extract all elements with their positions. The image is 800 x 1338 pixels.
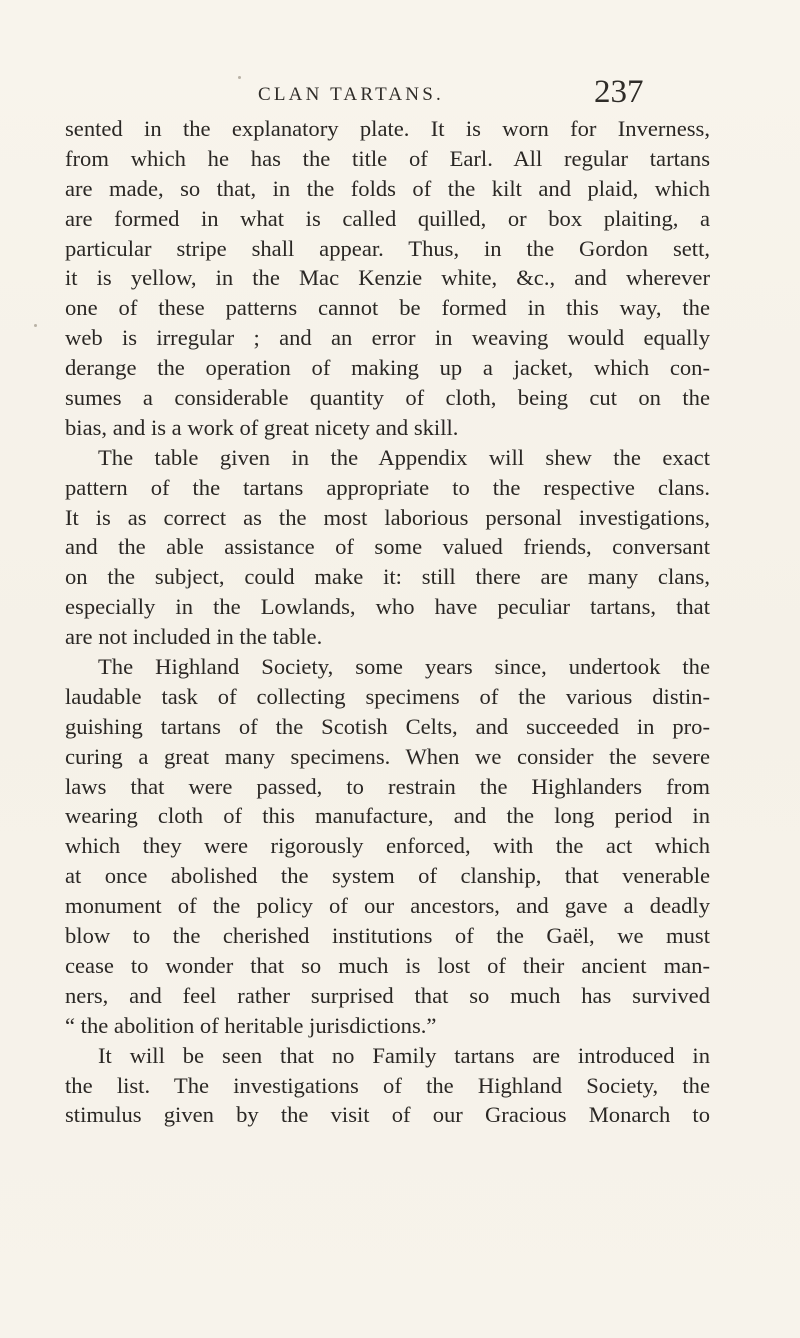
text-line: from which he has the title of Earl. All regular tartans xyxy=(65,145,710,171)
paper-speck xyxy=(238,76,241,79)
body-text xyxy=(65,114,710,1130)
text-line: on the subject, could make it: still there are many clans, xyxy=(65,564,710,590)
text-line: bias, and is a work of great nicety and skill. xyxy=(65,414,459,440)
text-line: ners, and feel rather surprised that so much has survived xyxy=(65,982,710,1008)
paper-speck xyxy=(34,324,37,327)
text-line: wearing cloth of this manufacture, and the long period in xyxy=(65,803,710,829)
text-line: It will be seen that no Family tartans are introduced in xyxy=(98,1042,710,1068)
text-line: and the able assistance of some valued friends, conversant xyxy=(65,534,710,560)
text-line: are not included in the table. xyxy=(65,624,323,650)
text-line: especially in the Lowlands, who have peculiar tartans, that xyxy=(65,594,710,620)
text-line: one of these patterns cannot be formed in this way, the xyxy=(65,295,710,321)
text-line: particular stripe shall appear. Thus, in the Gordon sett, xyxy=(65,235,710,261)
text-line: laws that were passed, to restrain the Highlanders from xyxy=(65,773,710,799)
text-line: sumes a considerable quantity of cloth, being cut on the xyxy=(65,385,710,411)
text-line: The table given in the Appendix will shew the exact xyxy=(98,444,710,470)
text-line: guishing tartans of the Scotish Celts, and succeeded in pro- xyxy=(65,713,710,739)
text-line: blow to the cherished institutions of the Gaël, we must xyxy=(65,923,710,949)
page-number: 237 xyxy=(594,74,644,110)
text-line: it is yellow, in the Mac Kenzie white, &c., and wherever xyxy=(65,265,710,291)
text-line: which they were rigorously enforced, with the act which xyxy=(65,833,710,859)
running-head xyxy=(0,74,800,114)
text-line: at once abolished the system of clanship, that venerable xyxy=(65,863,710,889)
text-line: stimulus given by the visit of our Gracious Monarch to xyxy=(65,1102,710,1128)
text-line: curing a great many specimens. When we consider the severe xyxy=(65,743,710,769)
text-line: the list. The investigations of the Highland Society, the xyxy=(65,1072,710,1098)
text-line: It is as correct as the most laborious personal investigations, xyxy=(65,504,710,530)
text-line: are formed in what is called quilled, or box plaiting, a xyxy=(65,205,710,231)
text-line: pattern of the tartans appropriate to the respective clans. xyxy=(65,474,710,500)
text-line: sented in the explanatory plate. It is worn for Inverness, xyxy=(65,116,710,141)
text-line: The Highland Society, some years since, undertook the xyxy=(98,654,710,680)
text-line: are made, so that, in the folds of the kilt and plaid, which xyxy=(65,175,710,201)
text-line: cease to wonder that so much is lost of their ancient man- xyxy=(65,952,710,978)
text-line: laudable task of collecting specimens of the various distin- xyxy=(65,683,710,709)
running-head-title: CLAN TARTANS. xyxy=(258,84,444,105)
text-line: derange the operation of making up a jacket, which con- xyxy=(65,355,710,381)
text-line: “ the abolition of heritable jurisdictions.” xyxy=(65,1012,437,1038)
text-line: monument of the policy of our ancestors, and gave a deadly xyxy=(65,893,710,919)
text-line: web is irregular ; and an error in weaving would equally xyxy=(65,325,710,351)
